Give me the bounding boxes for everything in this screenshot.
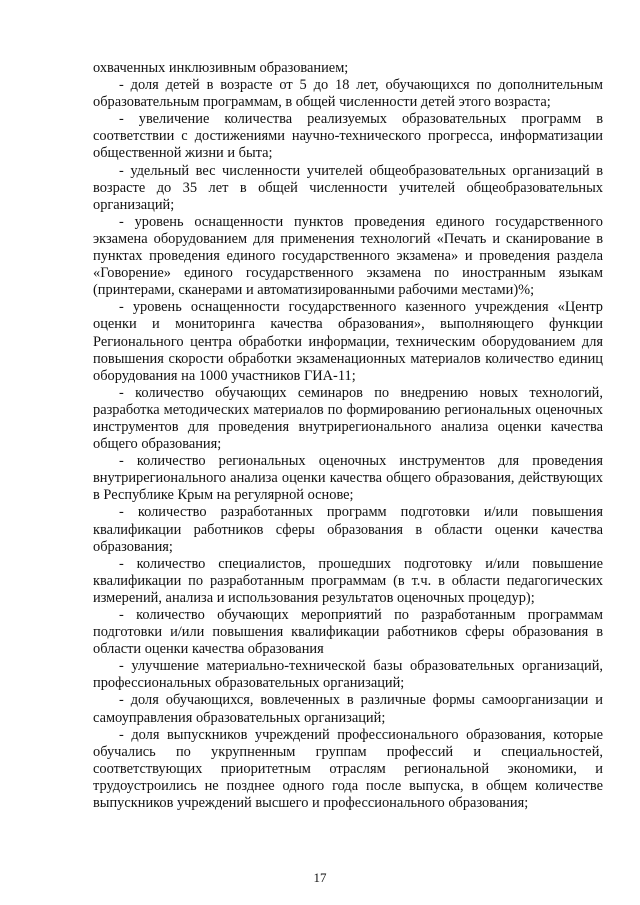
paragraph-12: - улучшение материально-технической базы образовательных организаций, профессиональных образовательных организаций; bbox=[93, 658, 603, 692]
paragraph-4: - удельный вес численности учителей общеобразовательных организаций в возрасте до 35 лет в общей численности учителей общеобразовательных организаций; bbox=[93, 162, 603, 213]
body-text bbox=[93, 60, 603, 812]
paragraph-3: - увеличение количества реализуемых образовательных программ в соответствии с достижениями научно-технического прогресса, информатизации общественной жизни и быта; bbox=[93, 111, 603, 162]
paragraph-10: - количество специалистов, прошедших подготовку и/или повышение квалификации по разработанным программам (в т.ч. в области педагогических измерений, анализа и использования результатов оценочных процедур); bbox=[93, 555, 603, 606]
paragraph-13: - доля обучающихся, вовлеченных в различные формы самоорганизации и самоуправления образовательных организаций; bbox=[93, 692, 603, 726]
page-number: 17 bbox=[313, 870, 327, 885]
paragraph-9: - количество разработанных программ подготовки и/или повышения квалификации работников сферы образования в области оценки качества образования; bbox=[93, 504, 603, 555]
paragraph-7: - количество обучающих семинаров по внедрению новых технологий, разработка методических материалов по формированию региональных оценочных инструментов для проведения внутрирегионального анализа оценки качества общего образования; bbox=[93, 384, 603, 453]
paragraph-5: - уровень оснащенности пунктов проведения единого государственного экзамена оборудованием для применения технологий «Печать и сканирование в пунктах проведения единого государственного экзамена» и проведения раздела «Говорение» единого государственного экзамена по иностранным языкам (принтерами, сканерами и автоматизированными рабочими местами)%; bbox=[93, 213, 603, 299]
paragraph-8: - количество региональных оценочных инструментов для проведения внутрирегионального анализа оценки качества общего образования, действующих в Республике Крым на регулярной основе; bbox=[93, 453, 603, 504]
paragraph-1: охваченных инклюзивным образованием; bbox=[93, 60, 349, 76]
paragraph-11: - количество обучающих мероприятий по разработанным программам подготовки и/или повышения квалификации работников сферы образования в области оценки качества образования bbox=[93, 607, 603, 658]
paragraph-2: - доля детей в возрасте от 5 до 18 лет, обучающихся по дополнительным образовательным программам, в общей численности детей этого возраста; bbox=[93, 77, 603, 111]
paragraph-6: - уровень оснащенности государственного казенного учреждения «Центр оценки и мониторинга качества образования», выполняющего функции Регионального центра обработки информации, техническим оборудованием для повышения скорости обработки экзаменационных материалов количество единиц оборудования на 1000 участников ГИА-11; bbox=[93, 299, 603, 384]
paragraph-14: - доля выпускников учреждений профессионального образования, которые обучались по укрупненным группам профессий и специальностей, соответствующих приоритетным отраслям региональной экономики, и трудоустроились не позднее одного года после выпуска, в общем количестве выпускников учреждений высшего и профессионального образования; bbox=[93, 726, 603, 812]
